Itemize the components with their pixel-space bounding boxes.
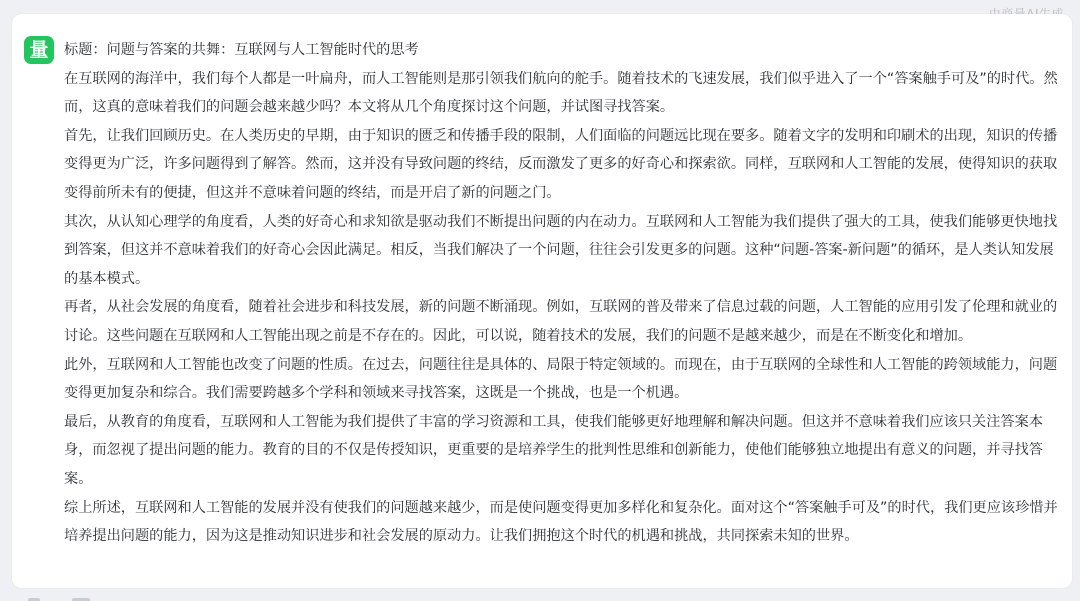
chat-message-card	[12, 14, 1072, 588]
assistant-avatar: 量	[24, 36, 54, 64]
article-title: 标题：问题与答案的共舞：互联网与人工智能时代的思考	[64, 42, 419, 58]
paragraph-3: 其次，从认知心理学的角度看，人类的好奇心和求知欲是驱动我们不断提出问题的内在动力。互联网和人工智能为我们提供了强大的工具，使我们能够更快地找到答案，但这并不意味着我们的好奇心会因此满足。相反，当我们解决了一个问题，往往会引发更多的问题。这种“问题-答案-新问题”的循环，是人类认知发展的基本模式。	[64, 213, 1058, 287]
paragraph-4: 再者，从社会发展的角度看，随着社会进步和科技发展，新的问题不断涌现。例如，互联网的普及带来了信息过载的问题，人工智能的应用引发了伦理和就业的讨论。这些问题在互联网和人工智能出现之前是不存在的。因此，可以说，随着技术的发展，我们的问题不是越来越少，而是在不断变化和增加。	[64, 299, 1058, 344]
paragraph-7: 综上所述，互联网和人工智能的发展并没有使我们的问题越来越少，而是使问题变得更加多样化和复杂化。面对这个“答案触手可及”的时代，我们更应该珍惜并培养提出问题的能力，因为这是推动知识进步和社会发展的原动力。让我们拥抱这个时代的机遇和挑战，共同探索未知的世界。	[64, 499, 1058, 545]
paragraph-6: 最后，从教育的角度看，互联网和人工智能为我们提供了丰富的学习资源和工具，使我们能够更好地理解和解决问题。但这并不意味着我们应该只关注答案本身，而忽视了提出问题的能力。教育的目的不仅是传授知识，更重要的是培养学生的批判性思维和创新能力，使他们能够独立地提出有意义的问题，并寻找答案。	[64, 413, 1043, 487]
paragraph-2: 首先，让我们回顾历史。在人类历史的早期，由于知识的匮乏和传播手段的限制，人们面临的问题远比现在要多。随着文字的发明和印刷术的出现，知识的传播变得更为广泛，许多问题得到了解答。然而，这并没有导致问题的终结，反而激发了更多的好奇心和探索欲。同样，互联网和人工智能的发展，使得知识的获取变得前所未有的便捷，但这并不意味着问题的终结，而是开启了新的问题之门。	[64, 127, 1058, 201]
paragraph-5: 此外，互联网和人工智能也改变了问题的性质。在过去，问题往往是具体的、局限于特定领域的。而现在，由于互联网的全球性和人工智能的跨领域能力，问题变得更加复杂和综合。我们需要跨越多个学科和领域来寻找答案，这既是一个挑战，也是一个机遇。	[64, 356, 1058, 402]
paragraph-1: 在互联网的海洋中，我们每个人都是一叶扁舟，而人工智能则是那引领我们航向的舵手。随着技术的飞速发展，我们似乎进入了一个“答案触手可及”的时代。然而，这真的意味着我们的问题会越来越少吗？本文将从几个角度探讨这个问题，并试图寻找答案。	[64, 70, 1058, 116]
bottom-toolbar-strip	[0, 591, 1080, 601]
message-content	[64, 36, 1059, 551]
